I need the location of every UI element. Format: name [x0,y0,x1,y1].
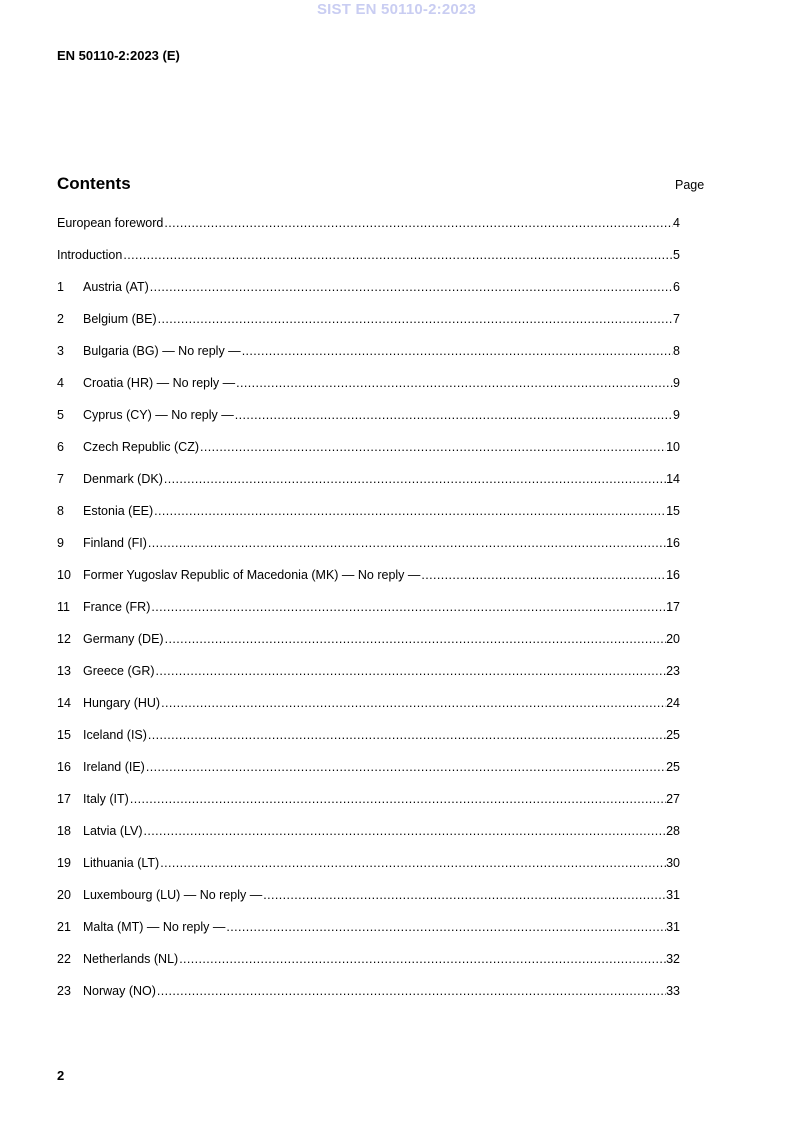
toc-entry-page: 30 [666,856,680,870]
toc-dot-leader [143,822,667,840]
toc-entry-page: 27 [666,792,680,806]
toc-entry-page: 25 [666,728,680,742]
toc-entry-number: 16 [57,760,71,774]
toc-entry[interactable] [57,950,680,982]
toc-entry-page: 15 [666,504,680,518]
toc-entry-title: Denmark (DK) [83,472,163,486]
toc-entry-number: 3 [57,344,64,358]
toc-entry-title: Norway (NO) [83,984,156,998]
toc-entry[interactable] [57,854,680,886]
toc-entry[interactable] [57,822,680,854]
toc-entry-title: Bulgaria (BG) — No reply — [83,344,241,358]
toc-entry[interactable] [57,534,680,566]
toc-entry-title: Hungary (HU) [83,696,161,710]
toc-entry-page: 4 [673,216,680,230]
table-of-contents [57,214,680,1014]
toc-dot-leader [262,886,666,904]
toc-entry-title: Finland (FI) [83,536,147,550]
toc-entry-title: Estonia (EE) [83,504,154,518]
toc-entry-number: 13 [57,664,71,678]
toc-dot-leader [147,726,666,744]
toc-entry[interactable] [57,982,680,1014]
toc-entry-page: 24 [666,696,680,710]
toc-dot-leader [122,246,673,264]
toc-entry-title: Ireland (IE) [83,760,145,774]
toc-dot-leader [147,534,666,552]
toc-entry[interactable] [57,470,680,502]
toc-entry-number: 6 [57,440,64,454]
toc-entry[interactable] [57,310,680,342]
toc-entry-title: Netherlands (NL) [83,952,179,966]
toc-entry-number: 14 [57,696,71,710]
toc-entry-title: France (FR) [83,600,151,614]
toc-entry-title: Latvia (LV) [83,824,143,838]
toc-entry-title: Croatia (HR) — No reply — [83,376,236,390]
toc-entry-title: Austria (AT) [83,280,149,294]
toc-entry-number: 23 [57,984,71,998]
toc-entry[interactable] [57,630,680,662]
toc-entry[interactable] [57,278,680,310]
toc-entry[interactable] [57,566,680,598]
toc-entry[interactable] [57,214,680,246]
toc-entry-number: 11 [57,600,70,614]
toc-entry-page: 9 [673,408,680,422]
toc-entry-title: Czech Republic (CZ) [83,440,200,454]
toc-entry[interactable] [57,886,680,918]
toc-dot-leader [420,566,666,584]
toc-entry-number: 7 [57,472,64,486]
toc-entry-number: 5 [57,408,64,422]
toc-entry-page: 16 [666,536,680,550]
toc-entry[interactable] [57,598,680,630]
toc-entry-page: 25 [666,760,680,774]
toc-entry-number: 1 [57,280,64,294]
toc-dot-leader [160,694,666,712]
toc-dot-leader [234,406,673,424]
toc-dot-leader [178,950,666,968]
toc-dot-leader [157,310,673,328]
toc-entry-title: Belgium (BE) [83,312,157,326]
toc-dot-leader [145,758,666,776]
toc-entry-title: Germany (DE) [83,632,164,646]
toc-dot-leader [163,470,666,488]
page-number: 2 [57,1068,65,1083]
toc-entry[interactable] [57,438,680,470]
toc-entry-title: Italy (IT) [83,792,129,806]
toc-entry[interactable] [57,694,680,726]
toc-entry-number: 20 [57,888,71,902]
toc-dot-leader [241,342,673,360]
toc-entry-page: 20 [666,632,680,646]
toc-entry-title: Malta (MT) — No reply — [83,920,226,934]
toc-entry-page: 5 [673,248,680,262]
toc-entry-page: 14 [666,472,680,486]
toc-entry[interactable] [57,502,680,534]
toc-entry-title: Cyprus (CY) — No reply — [83,408,234,422]
toc-entry[interactable] [57,406,680,438]
contents-title: Contents [57,174,131,193]
toc-dot-leader [199,438,666,456]
toc-dot-leader [129,790,666,808]
toc-dot-leader [163,214,673,232]
toc-dot-leader [150,598,666,616]
toc-entry-number: 10 [57,568,71,582]
toc-entry[interactable] [57,758,680,790]
toc-entry-page: 28 [666,824,680,838]
toc-entry[interactable] [57,790,680,822]
toc-entry[interactable] [57,726,680,758]
toc-entry-number: 17 [57,792,71,806]
toc-entry-page: 33 [666,984,680,998]
toc-dot-leader [164,630,667,648]
toc-entry-number: 18 [57,824,71,838]
toc-entry-number: 4 [57,376,64,390]
toc-entry-number: 9 [57,536,64,550]
toc-entry-page: 6 [673,280,680,294]
toc-entry-page: 10 [666,440,680,454]
document-id: EN 50110-2:2023 (E) [57,48,180,63]
toc-entry-title: Introduction [57,248,123,262]
toc-entry-number: 2 [57,312,64,326]
toc-entry-title: Iceland (IS) [83,728,147,742]
toc-entry-page: 31 [666,920,680,934]
toc-entry-number: 12 [57,632,71,646]
toc-entry-title: European foreword [57,216,164,230]
toc-entry-number: 8 [57,504,64,518]
toc-entry-page: 8 [673,344,680,358]
toc-entry-number: 21 [57,920,71,934]
toc-entry[interactable] [57,342,680,374]
toc-entry-number: 22 [57,952,71,966]
toc-dot-leader [155,662,667,680]
toc-dot-leader [156,982,666,1000]
toc-dot-leader [153,502,666,520]
toc-entry-page: 16 [666,568,680,582]
toc-entry-title: Lithuania (LT) [83,856,160,870]
toc-entry[interactable] [57,662,680,694]
toc-entry-number: 19 [57,856,71,870]
toc-dot-leader [159,854,666,872]
toc-dot-leader [149,278,673,296]
toc-entry-number: 15 [57,728,71,742]
toc-dot-leader [235,374,673,392]
toc-entry-page: 23 [666,664,680,678]
toc-dot-leader [225,918,666,936]
toc-entry-title: Greece (GR) [83,664,155,678]
toc-entry-page: 7 [673,312,680,326]
toc-entry[interactable] [57,374,680,406]
toc-entry-title: Luxembourg (LU) — No reply — [83,888,263,902]
toc-entry-page: 31 [666,888,680,902]
toc-entry[interactable] [57,246,680,278]
toc-entry-page: 32 [666,952,680,966]
page-column-label: Page [675,178,705,192]
toc-entry[interactable] [57,918,680,950]
toc-entry-title: Former Yugoslav Republic of Macedonia (MK) — No reply — [83,568,421,582]
toc-entry-page: 17 [666,600,680,614]
watermark: SIST EN 50110-2:2023 [316,1,477,18]
toc-entry-page: 9 [673,376,680,390]
